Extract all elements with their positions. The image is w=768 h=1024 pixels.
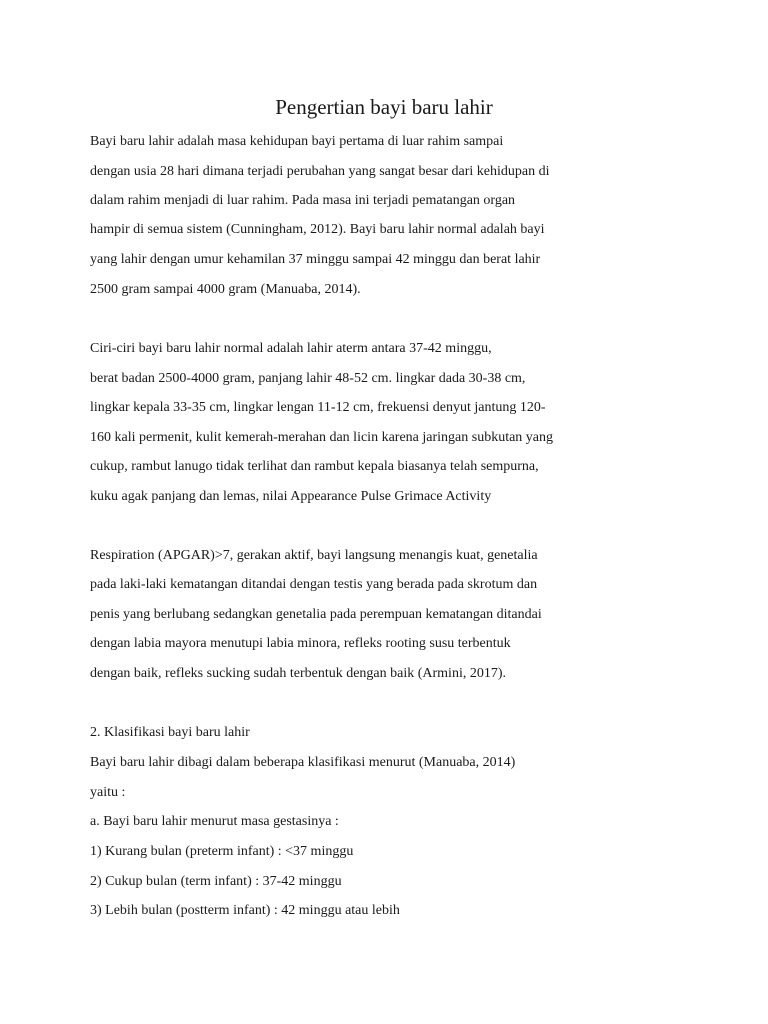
- paragraph-1-line: 2500 gram sampai 4000 gram (Manuaba, 2014).: [90, 282, 361, 297]
- paragraph-2-line: 160 kali permenit, kulit kemerah-merahan dan licin karena jaringan subkutan yang: [90, 430, 554, 445]
- paragraph-3-line: penis yang berlubang sedangkan genetalia pada perempuan kematangan ditandai: [90, 607, 542, 622]
- paragraph-1-line: yang lahir dengan umur kehamilan 37 minggu sampai 42 minggu dan berat lahir: [90, 252, 541, 267]
- section-2-intro-line: Bayi baru lahir dibagi dalam beberapa klasifikasi menurut (Manuaba, 2014): [90, 755, 516, 770]
- paragraph-3-line: dengan baik, refleks sucking sudah terbentuk dengan baik (Armini, 2017).: [90, 666, 507, 681]
- paragraph-1-line: Bayi baru lahir adalah masa kehidupan bayi pertama di luar rahim sampai: [90, 134, 504, 149]
- subsection-a-heading: a. Bayi baru lahir menurut masa gestasinya :: [90, 814, 339, 829]
- section-2-intro-line: yaitu :: [90, 785, 126, 800]
- page-title: Pengertian bayi baru lahir: [275, 95, 493, 119]
- classification-item: 3) Lebih bulan (postterm infant) : 42 minggu atau lebih: [90, 903, 400, 918]
- paragraph-2-line: cukup, rambut lanugo tidak terlihat dan rambut kepala biasanya telah sempurna,: [90, 459, 539, 474]
- paragraph-1-line: hampir di semua sistem (Cunningham, 2012). Bayi baru lahir normal adalah bayi: [90, 222, 545, 237]
- paragraph-2-line: Ciri-ciri bayi baru lahir normal adalah lahir aterm antara 37-42 minggu,: [90, 341, 492, 356]
- paragraph-3-line: pada laki-laki kematangan ditandai dengan testis yang berada pada skrotum dan: [90, 577, 538, 592]
- paragraph-1-line: dengan usia 28 hari dimana terjadi perubahan yang sangat besar dari kehidupan di: [90, 164, 550, 179]
- classification-item: 2) Cukup bulan (term infant) : 37-42 minggu: [90, 874, 342, 889]
- paragraph-2-line: kuku agak panjang dan lemas, nilai Appearance Pulse Grimace Activity: [90, 489, 492, 504]
- section-2-heading: 2. Klasifikasi bayi baru lahir: [90, 725, 250, 740]
- classification-item: 1) Kurang bulan (preterm infant) : <37 minggu: [90, 844, 354, 859]
- paragraph-3-line: dengan labia mayora menutupi labia minora, refleks rooting susu terbentuk: [90, 636, 511, 651]
- paragraph-2-line: lingkar kepala 33-35 cm, lingkar lengan 11-12 cm, frekuensi denyut jantung 120-: [90, 400, 546, 415]
- paragraph-2-line: berat badan 2500-4000 gram, panjang lahir 48-52 cm. lingkar dada 30-38 cm,: [90, 371, 526, 386]
- paragraph-1-line: dalam rahim menjadi di luar rahim. Pada masa ini terjadi pematangan organ: [90, 193, 516, 208]
- paragraph-3-line: Respiration (APGAR)>7, gerakan aktif, bayi langsung menangis kuat, genetalia: [90, 548, 538, 563]
